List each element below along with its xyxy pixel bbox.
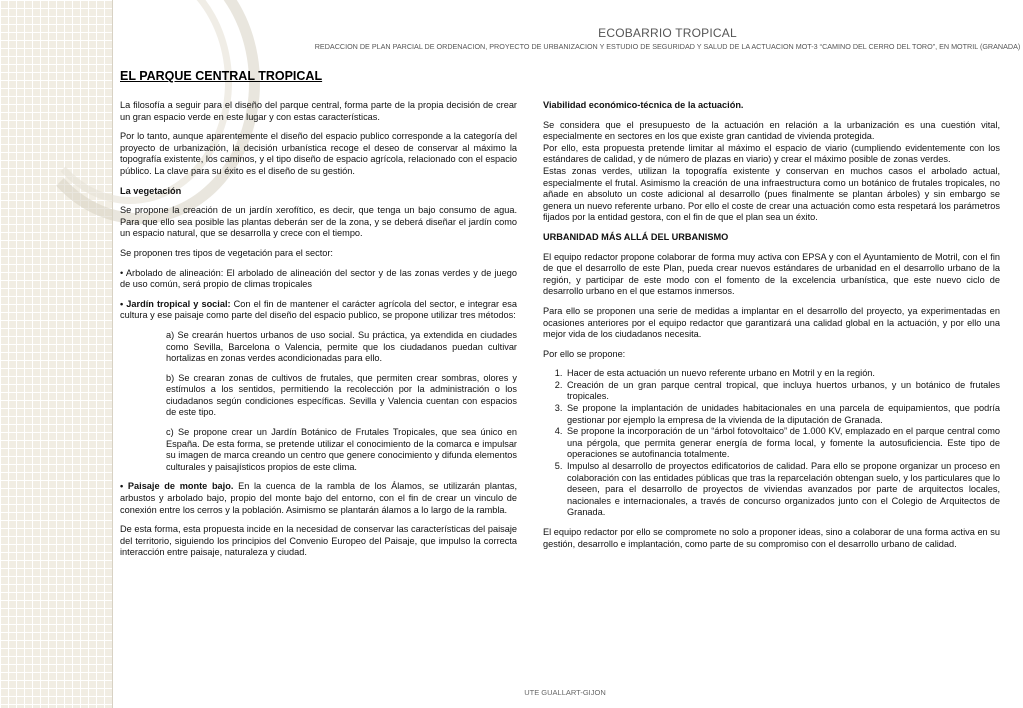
- sentence: Estas zonas verdes, utilizan la topografía existente y conservan en muchos casos el arbolado actual, especialmente el frutal. Asimismo la creación de una infraestructura como un botánico de frutales tropicales, no añade en absoluto un coste adicional al desarrollo (pues finalmente se plantan árboles) y sin embargo se genera un nuevo referente urbano. Por ello el coste de crear una actuación como esta respetará los parámetros fijados por la entidad gestora, con el fin de que el plan sea un éxito.: [543, 165, 1000, 223]
- paragraph: Se propone la creación de un jardín xerofítico, es decir, que tenga un bajo consumo de agua. Para que ello sea posible las plantas deberán ser de la zona, y se deberá diseñar el jardín como un espacio natural, que se desarrolla y crece con el tiempo.: [120, 205, 517, 239]
- paragraph: De esta forma, esta propuesta incide en la necesidad de conservar las características del paisaje del territorio, siguiendo los principios del Convenio Europeo del Paisaje, que impulso la correcta interacción entre paisaje, naturaleza y ciudad.: [120, 524, 517, 558]
- list-item: 5. Impulso al desarrollo de proyectos edificatorios de calidad. Para ello se propone organizar un proceso en colaboración con las entidades públicas que tras la reparcelación obtengan suelo, y los particulares que lo deseen, para el desarrollo de proyectos de viviendas avanzados por parte de arquitectos locales, nacionales e internacionales, a través de concurso organizados junto con el Colegio de Arquitectos de Granada.: [565, 461, 1000, 519]
- subheading-viabilidad: Viabilidad económico-técnica de la actuación.: [543, 100, 744, 110]
- paragraph: El equipo redactor por ello se compromete no solo a proponer ideas, sino a colaborar de una forma activa en su gestión, desarrollo e implantación, como parte de su compromiso con el desarrollo urbano de calidad.: [543, 527, 1000, 549]
- subheading-vegetacion: La vegetación: [120, 185, 182, 196]
- section-title: EL PARQUE CENTRAL TROPICAL: [120, 69, 323, 83]
- paragraph: El equipo redactor propone colaborar de forma muy activa con EPSA y con el Ayuntamiento de Motril, con el fin de que el desarrollo de este Plan, pueda crear nuevos estándares de urbanidad en el desarrollo urbano de la región, y participar de este modo con el fomento de la excelencia urbanística, que este nuevo ciclo de desarrollo urbano en el que estamos inmersos.: [543, 251, 1000, 297]
- bullet-arbolado: • Arbolado de alineación: El arbolado de alineación del sector y de las zonas verdes y de juego de uso común, será propio de climas tropicales: [120, 267, 517, 290]
- page-footer: UTE GUALLART-GIJON: [524, 688, 606, 697]
- left-column: [120, 100, 517, 567]
- paragraph: Por lo tanto, aunque aparentemente el diseño del espacio publico corresponde a la categoría del proyecto de urbanización, la decisión urbanística recoge el deseo de conservar al máximo la topografía existente, los caminos, y el tipo diseño de espacio agrícola, relacionado con el espacio público. La clave para su éxito es el diseño de su gestión.: [120, 131, 517, 176]
- page-header: [112, 26, 1023, 51]
- list-item: 4. Se propone la incorporación de un “árbol fotovoltaico” de 1.000 KV, emplazado en el parque central como una pérgola, que permita generar energía de forma local, y fomente la autosuficiencia. Este tipo de operaciones se autofinancia totalmente.: [565, 426, 1000, 461]
- document-subtitle: REDACCION DE PLAN PARCIAL DE ORDENACION, PROYECTO DE URBANIZACION Y ESTUDIO DE SEGURIDAD Y SALUD DE LA ACTUACION MOT-3 “CAMINO DEL CERRO DEL TORO”, EN MOTRIL (GRANADA): [314, 42, 1021, 51]
- list-item: 1. Hacer de esta actuación un nuevo referente urbano en Motril y en la región.: [565, 368, 1000, 380]
- bullet-jardin-tropical: [120, 299, 517, 322]
- method-c: c) Se propone crear un Jardín Botánico de Frutales Tropicales, que sea único en España. De esta forma, se pretende utilizar el conocimiento de la comarca e impulsar su imagen de marca creando un centro que genere conocimiento y difunda elementos culturales y paisajísticos propios de este clima.: [166, 427, 517, 472]
- decorative-tile-strip: [0, 0, 113, 708]
- paragraph: Se proponen tres tipos de vegetación para el sector:: [120, 247, 333, 258]
- document-title: ECOBARRIO TROPICAL: [598, 26, 737, 40]
- list-item: 3. Se propone la implantación de unidades habitacionales en una parcela de equipamientos, que podría gestionar por ejemplo la empresa de la vivienda de la diputación de Granada.: [565, 403, 1000, 426]
- proposal-list: [543, 368, 1000, 519]
- sentence: Por ello, esta propuesta pretende limitar al máximo el espacio de viario (cumpliendo evidentemente con los estándares de calidad, y de número de plazas en viario) y crear el máximo posible de zonas verdes.: [543, 142, 1000, 165]
- right-column: [543, 100, 1000, 558]
- paragraph: [543, 120, 1000, 224]
- paragraph: Para ello se proponen una serie de medidas a implantar en el desarrollo del proyecto, ya experimentadas en ocasiones anteriores por el equipo redactor que garantizará una calidad global en la actuación, y por ello una mejor vida de los ciudadanos necesita.: [543, 305, 1000, 340]
- sentence: Se considera que el presupuesto de la actuación en relación a la urbanización es una cuestión vital, especialmente en sectores en los que existe gran cantidad de vivienda protegida.: [543, 119, 1000, 142]
- bullet-text: En la cuenca de la rambla de los Álamos, se utilizarán plantas, arbustos y arbolado bajo, propio del monte bajo del entorno, con el fin de crear un vinculo de conexión entre los cerros y la población. Asimismo se plantarán álamos a lo largo de la rambla.: [120, 481, 517, 515]
- bullet-paisaje: [120, 481, 517, 516]
- paragraph: Por ello se propone:: [543, 348, 626, 359]
- method-a: a) Se crearán huertos urbanos de uso social. Su práctica, ya extendida en ciudades como Sevilla, Barcelona o Valencia, permite que los ciudadanos puedan cultivar hortalizas en zonas verdes acondicionadas para ello.: [166, 329, 517, 364]
- bullet-text: Con el fin de mantener el carácter agrícola del sector, e integrar esa cultura y ese paisaje como parte del diseño del espacio publico, se propone utilizar tres métodos:: [120, 298, 517, 321]
- bullet-lead: • Jardín tropical y social:: [120, 298, 231, 309]
- method-b: b) Se crearan zonas de cultivos de frutales, que permiten crear sombras, olores y estímulos a los sentidos, permitiendo la recolección por la administración o los ciudadanos según condiciones específicas. Sevilla y Valencia cuentan con espacios de este tipo.: [166, 372, 517, 418]
- subheading-urbanidad: URBANIDAD MÁS ALLÁ DEL URBANISMO: [543, 231, 729, 242]
- list-item: 2. Creación de un gran parque central tropical, que incluya huertos urbanos, y un botánico de frutales tropicales.: [565, 380, 1000, 403]
- bullet-lead: • Paisaje de monte bajo.: [120, 481, 234, 492]
- paragraph: La filosofía a seguir para el diseño del parque central, forma parte de la propia decisión de crear un gran espacio verde en este lugar y con estas características.: [120, 100, 517, 122]
